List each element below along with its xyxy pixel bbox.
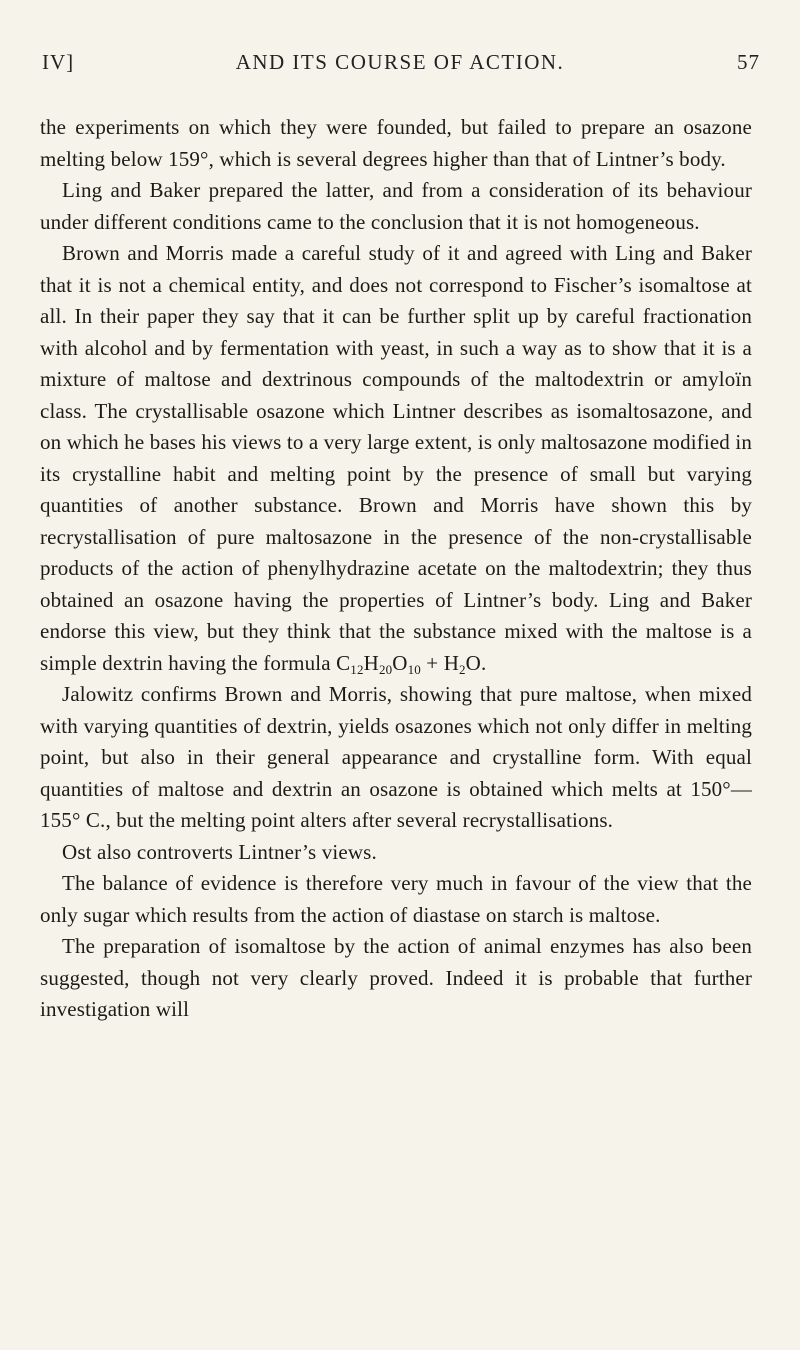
paragraph-balance-of-evidence: The balance of evidence is therefore very much in favour of the view that the only sugar which results from the action of diastase on starch is maltose. <box>40 871 752 927</box>
running-head <box>40 42 760 82</box>
page-number: 57 <box>737 50 760 74</box>
paragraph-continuation: the experiments on which they were founded, but failed to prepare an osazone melting below 159°, which is several degrees higher than that of Lintner’s body. <box>40 115 752 171</box>
page-body <box>40 112 752 1026</box>
paragraph-brown-morris <box>40 238 752 679</box>
paragraph-animal-enzymes: The preparation of isomaltose by the action of animal enzymes has also been suggested, though not very clearly proved. Indeed it is probable that further investigation will <box>40 934 752 1021</box>
running-title: AND ITS COURSE OF ACTION. <box>235 50 565 74</box>
paragraph-ling-baker: Ling and Baker prepared the latter, and from a consideration of its behaviour under different conditions came to the conclusion that it is not homogeneous. <box>40 178 752 234</box>
paragraph-ost: Ost also controverts Lintner’s views. <box>62 839 377 864</box>
paragraph-jalowitz: Jalowitz confirms Brown and Morris, showing that pure maltose, when mixed with varying quantities of dextrin, yields osazones which not only differ in melting point, but also in their general appearance and crystalline form. With equal quantities of maltose and dextrin an osazone is obtained which melts at 150°—155° C., but the melting point alters after several recrystallisations. <box>40 682 752 832</box>
dextrin-formula: $C_{12}H_{20}O_{10} + H_2O$. <box>336 650 487 677</box>
chapter-number: IV] <box>42 50 75 74</box>
paragraph-brown-morris-text: Brown and Morris made a careful study of it and agreed with Ling and Baker that it is not a chemical entity, and does not correspond to Fischer’s isomaltose at all. In their paper they say that it can be further split up by careful fractionation with alcohol and by fermentation with yeast, in such a way as to show that it is a mixture of maltose and dextrinous compounds of the maltodextrin or amyloïn class. The crystallisable osazone which Lintner describes as isomaltosazone, and on which he bases his views to a very large extent, is only maltosazone modified in its crystalline habit and melting point by the presence of small but varying quantities of another substance. Brown and Morris have shown this by recrystallisation of pure maltosazone in the presence of the non-crystallisable products of the action of phenylhydrazine acetate on the maltodextrin; they thus obtained an osazone having the properties of Lintner’s body. Ling and Baker endorse this view, but they think that the substance mixed with the maltose is a simple dextrin having the formula <box>40 241 752 675</box>
